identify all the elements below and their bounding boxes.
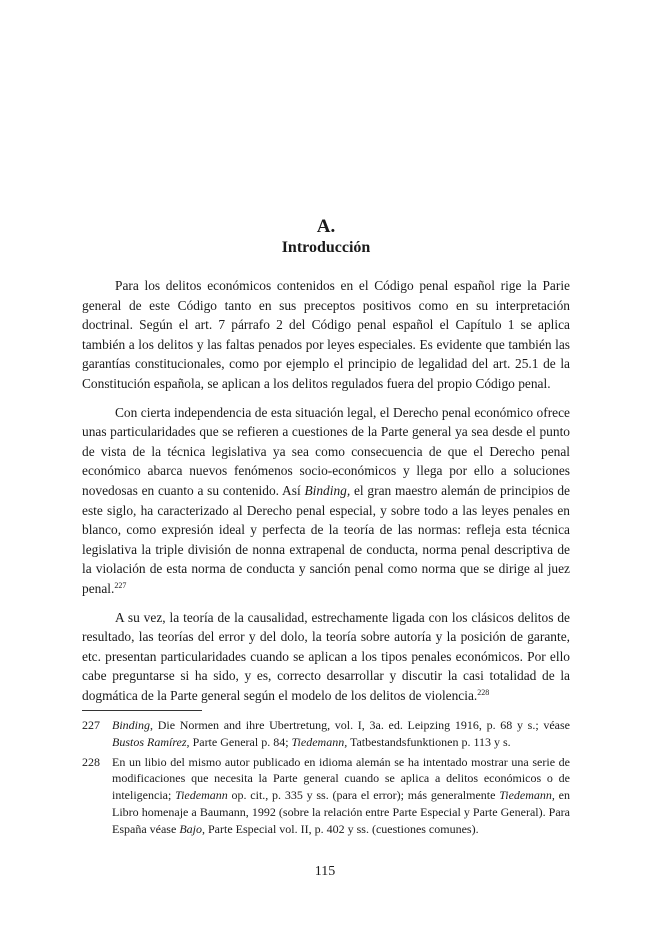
paragraph-2-text-b: el gran maestro alemán de principios de este siglo, ha caracterizado al Derecho penal especial, y sobre todo a las leyes penales en blanco, como expresión ideal y perfecta de la teoría de las normas: refleja esta técnica legislativa la triple división de nonna extrapenal de conducta, norma penal descriptiva de la violación de esta norma de conducta y sanción penal como norma que se dirige al juez penal. — [82, 482, 571, 596]
footnote-italic: Tiedemann, — [499, 788, 555, 803]
footnote-italic: Bustos Ramírez, — [112, 734, 190, 749]
paragraph-2-text-a: Con cierta independencia de esta situación legal, el Derecho penal económico ofrece unas particularidades que se refieren a cuestiones de la Parte general ya sea desde el punto de vista de la técnica legislativa ya sea como consecuencia de que el Derecho penal económico abarca nuevos fenómenos socio-económicos y llega por ello a soluciones novedosas en cuanto a su contenido. Así — [82, 404, 570, 498]
footnote-italic: Binding — [112, 718, 150, 732]
paragraph-3 — [82, 608, 570, 706]
footnotes — [82, 717, 570, 841]
footnote-italic: Tiedemann — [175, 788, 228, 803]
footnote-text — [112, 754, 570, 838]
paragraph-2 — [82, 403, 570, 599]
paragraph-1 — [82, 276, 570, 394]
paragraph-3-text: A su vez, la teoría de la causalidad, estrechamente ligada con los clásicos delitos de resultado, las teorías del error y del dolo, la teoría sobre autoría y la posición de garante, etc. presentan particularidades cuando se aplican a los tipos penales económicos. Por ello cabe preguntarse si ha sido, y es, correcto desarrollar y discutir la casi totalidad de la dogmática de la Parte general según el modelo de los delitos de violencia. — [82, 609, 570, 703]
footnote-segment: , Die Normen and ihre Ubertretung, vol. I, 3a. ed. Leipzing 1916, p. 68 y s.; véase — [150, 718, 570, 732]
footnote-segment: en Libro homenaje a Baumann, 1992 (sobre la relación entre Parte Especial y Parte General). Para España véase — [112, 788, 571, 836]
cited-author-binding: Binding, — [304, 482, 351, 498]
paragraph-1-text: Para los delitos económicos contenidos en el Código penal español rige la Parie general de este Código tanto en sus preceptos positivos como en su interpretación doctrinal. Según el art. 7 párrafo 2 del Código penal español el Capítulo 1 se aplica también a los delitos y las faltas penados por leyes especiales. Es evidente que también las garantías constitucionales, como por ejemplo el principio de legalidad del art. 25.1 de la Constitución española, se aplican a los delitos regulados fuera del propio Código penal. — [82, 278, 570, 391]
footnote-segment: Parte Especial vol. II, p. 402 y ss. (cuestiones comunes). — [204, 821, 479, 836]
footnote-number: 228 — [82, 754, 100, 769]
section-letter: A. — [316, 216, 336, 237]
body-text — [82, 276, 570, 714]
footnote-227 — [82, 717, 570, 751]
footnote-segment: Tatbestandsfunktionen p. 113 y s. — [347, 734, 511, 749]
footnote-ref-228[interactable]: 228 — [477, 687, 490, 697]
footnote-text — [112, 717, 570, 751]
section-title: Introducción — [281, 239, 371, 256]
footnote-228 — [82, 754, 570, 838]
footnote-segment: En un libio del mismo autor publicado en idioma alemán se ha intentado mostrar una serie de modificaciones que necesita la Parte general cuando se aplica a delitos económicos o de inteligencia; — [112, 754, 570, 803]
footnote-segment: Parte General p. 84; — [189, 734, 292, 749]
footnote-number: 227 — [82, 718, 100, 732]
footnote-segment: op. cit., p. 335 y ss. (para el error); más generalmente — [227, 788, 500, 803]
footnote-ref-227[interactable]: 227 — [114, 580, 127, 590]
footnote-separator — [82, 710, 202, 711]
footnote-italic: Bajo, — [179, 821, 205, 836]
page-number: 115 — [314, 864, 336, 879]
footnote-italic: Tiedemann, — [291, 734, 348, 749]
